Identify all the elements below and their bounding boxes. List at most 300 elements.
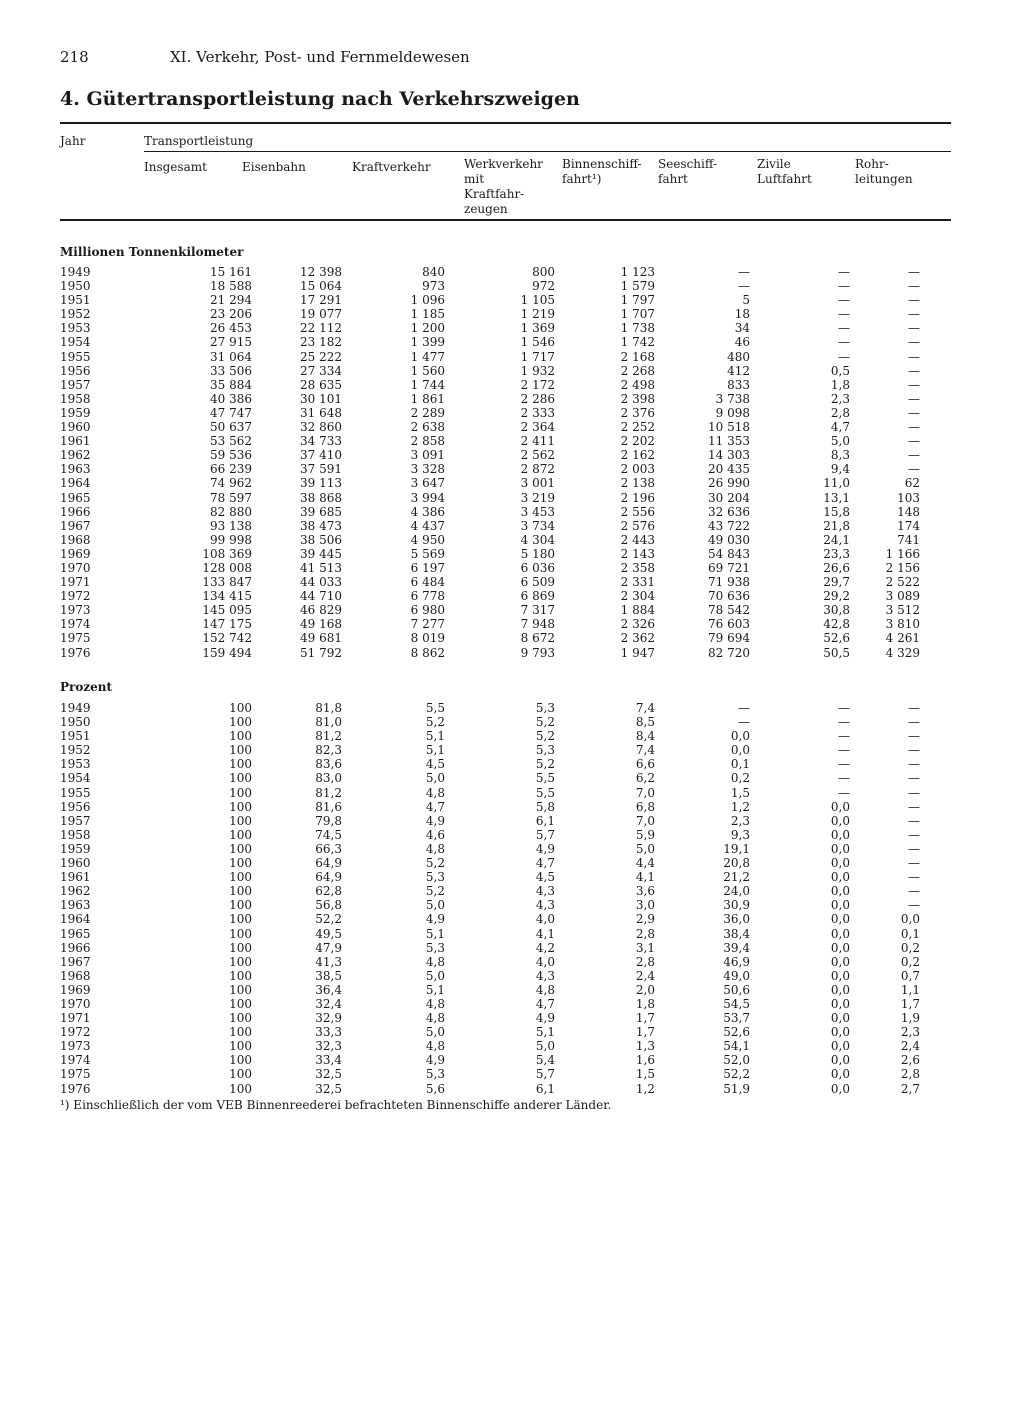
- cell-binnenschiffahrt: 7,4: [635, 743, 655, 758]
- cell-werkverkehr: 3 453: [520, 504, 555, 519]
- cell-werkverkehr: 1 932: [520, 363, 555, 378]
- cell-werkverkehr: 3 734: [520, 518, 555, 533]
- cell-year: 1960: [60, 420, 91, 435]
- cell-insgesamt: 145 095: [202, 603, 252, 618]
- cell-binnenschiffahrt: 2 576: [620, 518, 655, 533]
- top-rule: [60, 122, 951, 124]
- cell-rohrleitungen: 1,1: [900, 982, 920, 997]
- cell-binnenschiffahrt: 1,3: [635, 1039, 655, 1054]
- cell-luftfahrt: 21,8: [823, 518, 850, 533]
- cell-werkverkehr: 800: [532, 265, 555, 279]
- cell-seeschiffahrt: 2,3: [730, 813, 750, 828]
- cell-luftfahrt: 29,7: [823, 575, 850, 590]
- cell-year: 1969: [60, 982, 91, 997]
- cell-eisenbahn: 25 222: [300, 349, 342, 364]
- cell-rohrleitungen: —: [908, 462, 920, 477]
- cell-werkverkehr: 6,1: [535, 813, 555, 828]
- cell-rohrleitungen: —: [908, 771, 920, 786]
- cell-rohrleitungen: 3 089: [885, 589, 920, 604]
- table-row: [60, 743, 920, 757]
- cell-kraftverkehr: 5,2: [425, 715, 445, 730]
- cell-seeschiffahrt: 49 030: [708, 532, 750, 547]
- cell-rohrleitungen: —: [908, 377, 920, 392]
- cell-kraftverkehr: 5,6: [425, 1081, 445, 1096]
- cell-insgesamt: 100: [229, 996, 252, 1011]
- cell-year: 1967: [60, 954, 91, 969]
- cell-insgesamt: 33 506: [210, 363, 252, 378]
- cell-eisenbahn: 39 113: [300, 476, 342, 491]
- cell-rohrleitungen: —: [908, 391, 920, 406]
- cell-luftfahrt: 24,1: [823, 532, 850, 547]
- cell-luftfahrt: —: [838, 743, 850, 758]
- cell-rohrleitungen: —: [908, 715, 920, 730]
- cell-binnenschiffahrt: 7,0: [635, 813, 655, 828]
- cell-luftfahrt: 0,0: [830, 940, 850, 955]
- cell-insgesamt: 100: [229, 1053, 252, 1068]
- cell-seeschiffahrt: 38,4: [723, 926, 750, 941]
- cell-insgesamt: 40 386: [210, 391, 252, 406]
- cell-eisenbahn: 32,5: [315, 1081, 342, 1096]
- cell-luftfahrt: 2,8: [830, 405, 850, 420]
- cell-rohrleitungen: 2 522: [885, 575, 920, 590]
- cell-werkverkehr: 2 286: [520, 391, 555, 406]
- table-row: [60, 912, 920, 926]
- col-header-group: Transportleistung: [144, 134, 254, 148]
- footnote: ¹) Einschließlich der vom VEB Binnenreederei befrachteten Binnenschiffe anderer Länder.: [60, 1098, 612, 1112]
- cell-kraftverkehr: 6 778: [410, 589, 445, 604]
- cell-insgesamt: 18 588: [210, 279, 252, 294]
- cell-rohrleitungen: 1,9: [900, 1011, 920, 1026]
- cell-insgesamt: 133 847: [202, 575, 252, 590]
- cell-eisenbahn: 30 101: [300, 391, 342, 406]
- cell-eisenbahn: 32 860: [300, 420, 342, 435]
- cell-year: 1975: [60, 631, 91, 646]
- cell-eisenbahn: 38 868: [300, 490, 342, 505]
- cell-seeschiffahrt: 52,2: [723, 1067, 750, 1082]
- cell-insgesamt: 100: [229, 954, 252, 969]
- cell-kraftverkehr: 4,8: [425, 996, 445, 1011]
- section-label-tkm: Millionen Tonnenkilometer: [60, 245, 244, 259]
- cell-year: 1972: [60, 1025, 91, 1040]
- cell-year: 1954: [60, 335, 91, 350]
- cell-eisenbahn: 52,2: [315, 912, 342, 927]
- table-row: [60, 1053, 920, 1067]
- table-row: [60, 1039, 920, 1053]
- table-row: [60, 800, 920, 814]
- cell-werkverkehr: 5,2: [535, 757, 555, 772]
- cell-kraftverkehr: 2 289: [410, 405, 445, 420]
- cell-kraftverkehr: 5,0: [425, 898, 445, 913]
- cell-luftfahrt: 13,1: [823, 490, 850, 505]
- table-row: [60, 603, 920, 617]
- cell-insgesamt: 128 008: [202, 560, 252, 575]
- cell-seeschiffahrt: 30,9: [723, 898, 750, 913]
- cell-kraftverkehr: 5,3: [425, 940, 445, 955]
- cell-werkverkehr: 2 364: [520, 420, 555, 435]
- cell-rohrleitungen: —: [908, 349, 920, 364]
- cell-werkverkehr: 5,3: [535, 701, 555, 715]
- cell-luftfahrt: —: [838, 715, 850, 730]
- cell-seeschiffahrt: 10 518: [708, 420, 750, 435]
- cell-insgesamt: 31 064: [210, 349, 252, 364]
- cell-werkverkehr: 5,8: [535, 799, 555, 814]
- cell-luftfahrt: 1,8: [830, 377, 850, 392]
- cell-werkverkehr: 4,9: [535, 841, 555, 856]
- cell-kraftverkehr: 5,2: [425, 884, 445, 899]
- cell-seeschiffahrt: 52,0: [723, 1053, 750, 1068]
- cell-insgesamt: 47 747: [210, 405, 252, 420]
- cell-year: 1952: [60, 307, 91, 322]
- cell-eisenbahn: 81,6: [315, 799, 342, 814]
- cell-insgesamt: 100: [229, 813, 252, 828]
- table-row: [60, 1067, 920, 1081]
- cell-year: 1968: [60, 532, 91, 547]
- cell-eisenbahn: 44 710: [300, 589, 342, 604]
- cell-rohrleitungen: 1 166: [885, 546, 920, 561]
- cell-insgesamt: 100: [229, 1025, 252, 1040]
- cell-werkverkehr: 5,7: [535, 827, 555, 842]
- cell-binnenschiffahrt: 2,8: [635, 954, 655, 969]
- table-row: [60, 335, 920, 349]
- cell-year: 1970: [60, 996, 91, 1011]
- section-label-prozent: Prozent: [60, 680, 113, 694]
- cell-binnenschiffahrt: 6,8: [635, 799, 655, 814]
- cell-luftfahrt: 29,2: [823, 589, 850, 604]
- cell-year: 1950: [60, 279, 91, 294]
- cell-insgesamt: 134 415: [202, 589, 252, 604]
- cell-rohrleitungen: —: [908, 307, 920, 322]
- cell-seeschiffahrt: 46,9: [723, 954, 750, 969]
- cell-seeschiffahrt: 71 938: [708, 575, 750, 590]
- cell-luftfahrt: —: [838, 321, 850, 336]
- cell-seeschiffahrt: 70 636: [708, 589, 750, 604]
- cell-seeschiffahrt: 0,0: [730, 729, 750, 744]
- cell-binnenschiffahrt: 1,2: [635, 1081, 655, 1096]
- cell-binnenschiffahrt: 2 358: [620, 560, 655, 575]
- cell-rohrleitungen: 2,8: [900, 1067, 920, 1082]
- cell-rohrleitungen: —: [908, 434, 920, 449]
- table-row: [60, 307, 920, 321]
- cell-seeschiffahrt: 54,5: [723, 996, 750, 1011]
- cell-eisenbahn: 22 112: [300, 321, 342, 336]
- cell-rohrleitungen: —: [908, 405, 920, 420]
- cell-seeschiffahrt: 1,2: [730, 799, 750, 814]
- cell-year: 1970: [60, 560, 91, 575]
- table-row: [60, 941, 920, 955]
- cell-kraftverkehr: 4,9: [425, 1053, 445, 1068]
- cell-eisenbahn: 34 733: [300, 434, 342, 449]
- cell-rohrleitungen: 148: [897, 504, 920, 519]
- cell-luftfahrt: 0,0: [830, 1011, 850, 1026]
- cell-werkverkehr: 5,0: [535, 1039, 555, 1054]
- cell-year: 1957: [60, 813, 91, 828]
- cell-werkverkehr: 4,3: [535, 968, 555, 983]
- cell-binnenschiffahrt: 7,0: [635, 785, 655, 800]
- cell-kraftverkehr: 1 744: [410, 377, 445, 392]
- cell-binnenschiffahrt: 6,2: [635, 771, 655, 786]
- cell-kraftverkehr: 3 647: [410, 476, 445, 491]
- cell-luftfahrt: —: [838, 279, 850, 294]
- cell-year: 1966: [60, 940, 91, 955]
- cell-eisenbahn: 33,3: [315, 1025, 342, 1040]
- cell-binnenschiffahrt: 3,6: [635, 884, 655, 899]
- cell-seeschiffahrt: 26 990: [708, 476, 750, 491]
- cell-eisenbahn: 49 681: [300, 631, 342, 646]
- cell-luftfahrt: 30,8: [823, 603, 850, 618]
- cell-rohrleitungen: 2,6: [900, 1053, 920, 1068]
- table-row: [60, 617, 920, 631]
- cell-insgesamt: 100: [229, 968, 252, 983]
- cell-insgesamt: 100: [229, 1039, 252, 1054]
- cell-seeschiffahrt: 19,1: [723, 841, 750, 856]
- cell-eisenbahn: 39 445: [300, 546, 342, 561]
- cell-seeschiffahrt: 54,1: [723, 1039, 750, 1054]
- table-row: [60, 505, 920, 519]
- cell-werkverkehr: 5,2: [535, 729, 555, 744]
- cell-eisenbahn: 47,9: [315, 940, 342, 955]
- table-row: [60, 757, 920, 771]
- cell-binnenschiffahrt: 8,4: [635, 729, 655, 744]
- cell-kraftverkehr: 3 328: [410, 462, 445, 477]
- cell-rohrleitungen: —: [908, 448, 920, 463]
- cell-insgesamt: 50 637: [210, 420, 252, 435]
- cell-luftfahrt: —: [838, 771, 850, 786]
- cell-werkverkehr: 4,1: [535, 926, 555, 941]
- cell-kraftverkehr: 6 980: [410, 603, 445, 618]
- cell-rohrleitungen: —: [908, 729, 920, 744]
- cell-seeschiffahrt: 49,0: [723, 968, 750, 983]
- cell-luftfahrt: —: [838, 757, 850, 772]
- cell-luftfahrt: 9,4: [830, 462, 850, 477]
- cell-luftfahrt: —: [838, 335, 850, 350]
- cell-binnenschiffahrt: 5,0: [635, 841, 655, 856]
- col-header-eisenbahn: Eisenbahn: [242, 160, 306, 174]
- cell-rohrleitungen: 3 512: [885, 603, 920, 618]
- cell-binnenschiffahrt: 1,8: [635, 996, 655, 1011]
- cell-year: 1961: [60, 870, 91, 885]
- cell-luftfahrt: —: [838, 265, 850, 279]
- cell-seeschiffahrt: —: [738, 715, 750, 730]
- cell-eisenbahn: 83,0: [315, 771, 342, 786]
- cell-year: 1968: [60, 968, 91, 983]
- cell-eisenbahn: 32,9: [315, 1011, 342, 1026]
- col-header-binnenschiffahrt: [562, 157, 642, 187]
- cell-seeschiffahrt: 5: [742, 293, 750, 308]
- cell-kraftverkehr: 4,9: [425, 813, 445, 828]
- cell-kraftverkehr: 5 569: [410, 546, 445, 561]
- cell-year: 1966: [60, 504, 91, 519]
- cell-luftfahrt: 0,5: [830, 363, 850, 378]
- cell-binnenschiffahrt: 1 884: [620, 603, 655, 618]
- cell-kraftverkehr: 4 386: [410, 504, 445, 519]
- cell-binnenschiffahrt: 8,5: [635, 715, 655, 730]
- cell-kraftverkehr: 5,0: [425, 771, 445, 786]
- cell-werkverkehr: 7 948: [520, 617, 555, 632]
- cell-kraftverkehr: 8 019: [410, 631, 445, 646]
- cell-kraftverkehr: 1 399: [410, 335, 445, 350]
- cell-kraftverkehr: 1 096: [410, 293, 445, 308]
- cell-luftfahrt: 8,3: [830, 448, 850, 463]
- cell-insgesamt: 100: [229, 912, 252, 927]
- cell-werkverkehr: 1 369: [520, 321, 555, 336]
- cell-seeschiffahrt: 0,0: [730, 743, 750, 758]
- cell-year: 1956: [60, 799, 91, 814]
- cell-seeschiffahrt: 76 603: [708, 617, 750, 632]
- cell-rohrleitungen: —: [908, 785, 920, 800]
- cell-luftfahrt: —: [838, 307, 850, 322]
- table-row: [60, 828, 920, 842]
- table-row: [60, 786, 920, 800]
- table-row: [60, 729, 920, 743]
- cell-kraftverkehr: 1 200: [410, 321, 445, 336]
- cell-seeschiffahrt: 43 722: [708, 518, 750, 533]
- cell-insgesamt: 100: [229, 856, 252, 871]
- table-row: [60, 350, 920, 364]
- cell-year: 1960: [60, 856, 91, 871]
- cell-binnenschiffahrt: 2,0: [635, 982, 655, 997]
- cell-insgesamt: 99 998: [210, 532, 252, 547]
- cell-luftfahrt: 0,0: [830, 1025, 850, 1040]
- cell-werkverkehr: 2 872: [520, 462, 555, 477]
- table-row: [60, 321, 920, 335]
- cell-year: 1953: [60, 757, 91, 772]
- cell-werkverkehr: 5 180: [520, 546, 555, 561]
- cell-eisenbahn: 74,5: [315, 827, 342, 842]
- cell-rohrleitungen: 4 261: [885, 631, 920, 646]
- cell-year: 1950: [60, 715, 91, 730]
- cell-rohrleitungen: —: [908, 813, 920, 828]
- cell-binnenschiffahrt: 2 252: [620, 420, 655, 435]
- table-row: [60, 969, 920, 983]
- cell-insgesamt: 100: [229, 799, 252, 814]
- data-rows-prozent: [60, 701, 920, 1096]
- cell-kraftverkehr: 1 560: [410, 363, 445, 378]
- cell-year: 1963: [60, 462, 91, 477]
- cell-werkverkehr: 5,5: [535, 771, 555, 786]
- cell-year: 1962: [60, 884, 91, 899]
- cell-year: 1949: [60, 701, 91, 715]
- col-header-werkverkehr-line2: mit: [464, 172, 485, 186]
- cell-binnenschiffahrt: 2,9: [635, 912, 655, 927]
- cell-eisenbahn: 28 635: [300, 377, 342, 392]
- cell-seeschiffahrt: 9,3: [730, 827, 750, 842]
- cell-luftfahrt: 0,0: [830, 1081, 850, 1096]
- col-header-kraftverkehr: Kraftverkehr: [352, 160, 431, 174]
- cell-werkverkehr: 3 001: [520, 476, 555, 491]
- cell-luftfahrt: 0,0: [830, 982, 850, 997]
- cell-eisenbahn: 79,8: [315, 813, 342, 828]
- cell-eisenbahn: 38,5: [315, 968, 342, 983]
- cell-kraftverkehr: 4 950: [410, 532, 445, 547]
- table-row: [60, 265, 920, 279]
- cell-luftfahrt: 0,0: [830, 1039, 850, 1054]
- cell-eisenbahn: 36,4: [315, 982, 342, 997]
- cell-seeschiffahrt: —: [738, 265, 750, 279]
- page-number: 218: [60, 48, 89, 66]
- cell-kraftverkehr: 5,0: [425, 968, 445, 983]
- cell-binnenschiffahrt: 6,6: [635, 757, 655, 772]
- cell-insgesamt: 100: [229, 940, 252, 955]
- cell-binnenschiffahrt: 2 498: [620, 377, 655, 392]
- cell-insgesamt: 74 962: [210, 476, 252, 491]
- cell-rohrleitungen: 103: [897, 490, 920, 505]
- cell-luftfahrt: 2,3: [830, 391, 850, 406]
- cell-seeschiffahrt: 0,1: [730, 757, 750, 772]
- cell-binnenschiffahrt: 1,7: [635, 1011, 655, 1026]
- table-row: [60, 983, 920, 997]
- cell-seeschiffahrt: 833: [727, 377, 750, 392]
- cell-luftfahrt: 23,3: [823, 546, 850, 561]
- cell-rohrleitungen: 4 329: [885, 645, 920, 660]
- cell-binnenschiffahrt: 1 947: [620, 645, 655, 660]
- cell-seeschiffahrt: 39,4: [723, 940, 750, 955]
- cell-insgesamt: 100: [229, 898, 252, 913]
- cell-insgesamt: 21 294: [210, 293, 252, 308]
- table-row: [60, 631, 920, 645]
- col-header-luftfahrt-line2: Luftfahrt: [757, 172, 812, 186]
- cell-seeschiffahrt: 14 303: [708, 448, 750, 463]
- cell-binnenschiffahrt: 2 168: [620, 349, 655, 364]
- cell-binnenschiffahrt: 3,0: [635, 898, 655, 913]
- cell-kraftverkehr: 4,8: [425, 1011, 445, 1026]
- col-header-insgesamt: Insgesamt: [144, 160, 207, 174]
- cell-luftfahrt: 0,0: [830, 856, 850, 871]
- cell-eisenbahn: 19 077: [300, 307, 342, 322]
- col-header-binnenschiffahrt-line2: fahrt¹): [562, 172, 602, 186]
- table-row: [60, 406, 920, 420]
- table-row: [60, 293, 920, 307]
- cell-kraftverkehr: 1 185: [410, 307, 445, 322]
- cell-binnenschiffahrt: 5,9: [635, 827, 655, 842]
- cell-insgesamt: 100: [229, 1067, 252, 1082]
- cell-kraftverkehr: 5,1: [425, 926, 445, 941]
- cell-binnenschiffahrt: 2 398: [620, 391, 655, 406]
- table-row: [60, 856, 920, 870]
- cell-werkverkehr: 4,7: [535, 996, 555, 1011]
- cell-binnenschiffahrt: 2 202: [620, 434, 655, 449]
- table-row: [60, 476, 920, 490]
- cell-eisenbahn: 49 168: [300, 617, 342, 632]
- cell-luftfahrt: —: [838, 701, 850, 715]
- cell-eisenbahn: 37 591: [300, 462, 342, 477]
- cell-binnenschiffahrt: 1,5: [635, 1067, 655, 1082]
- cell-werkverkehr: 2 333: [520, 405, 555, 420]
- cell-insgesamt: 100: [229, 757, 252, 772]
- cell-binnenschiffahrt: 1 797: [620, 293, 655, 308]
- cell-werkverkehr: 5,4: [535, 1053, 555, 1068]
- cell-luftfahrt: 0,0: [830, 884, 850, 899]
- col-header-seeschiffahrt: [658, 157, 717, 187]
- cell-year: 1976: [60, 1081, 91, 1096]
- cell-werkverkehr: 1 105: [520, 293, 555, 308]
- cell-seeschiffahrt: 0,2: [730, 771, 750, 786]
- cell-luftfahrt: 0,0: [830, 827, 850, 842]
- cell-eisenbahn: 64,9: [315, 856, 342, 871]
- cell-eisenbahn: 32,3: [315, 1039, 342, 1054]
- cell-year: 1962: [60, 448, 91, 463]
- cell-seeschiffahrt: 53,7: [723, 1011, 750, 1026]
- cell-rohrleitungen: 2 156: [885, 560, 920, 575]
- cell-seeschiffahrt: 46: [734, 335, 750, 350]
- cell-kraftverkehr: 5,0: [425, 1025, 445, 1040]
- cell-werkverkehr: 3 219: [520, 490, 555, 505]
- cell-binnenschiffahrt: 2 138: [620, 476, 655, 491]
- cell-year: 1949: [60, 265, 91, 279]
- cell-rohrleitungen: 1,7: [900, 996, 920, 1011]
- cell-kraftverkehr: 3 091: [410, 448, 445, 463]
- cell-luftfahrt: 42,8: [823, 617, 850, 632]
- cell-eisenbahn: 12 398: [300, 265, 342, 279]
